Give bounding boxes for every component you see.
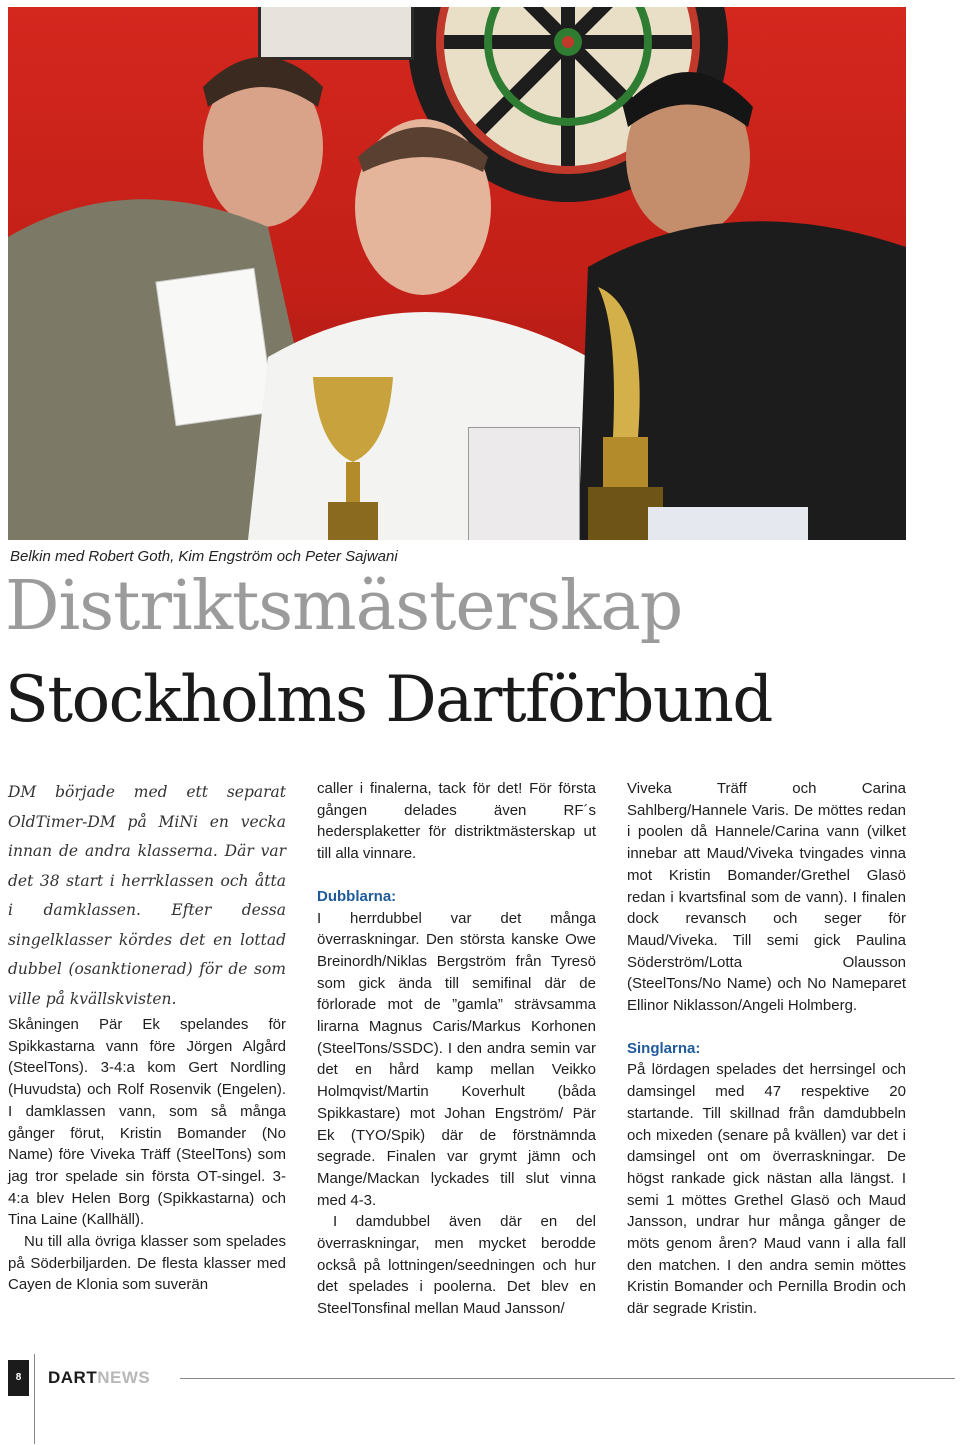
subheading-singlarna: Singlarna:: [627, 1039, 701, 1057]
title-line-1: Distriktsmästerskap: [5, 567, 683, 646]
paragraph: I damdubbel även där en del överraskningar, men mycket berodde också på lottningen/seedningen och hur det spelades i poolerna. Det blev en SteelTonsfinal mellan Maud Jansson/: [317, 1213, 596, 1318]
trophy-right-icon: [578, 287, 673, 540]
subheading-dubblarna: Dubblarna:: [317, 887, 397, 905]
paragraph: I herrdubbel var det många överraskningar. Den största kanske Owe Breinordh/Niklas Bergström från Tyresö som gick ända till semifinal där de förlorade mot de ”gamla” strävsamma lirarna Magnus Caris/Markus Korhonen (SteelTons/SSDC). I den andra semin var det en hård kamp mellan Veikko Holmqvist/Martin Koverhult (båda Spikkastare) mot Johan Engström/ Pär Ek (TYO/Spik) där de förstnämnda segrade. Finalen var grymt jämn och Mange/Mackan lyckades till slut vinna med 4-3.: [317, 909, 596, 1209]
article-photo: [8, 7, 906, 540]
footer-rule: [180, 1378, 955, 1379]
title-line-2: Stockholms Dartförbund: [5, 663, 772, 737]
column-3: [627, 778, 906, 1320]
column-1: [8, 778, 286, 1296]
brand-logo: [48, 1368, 150, 1388]
trophy-left-icon: [308, 367, 398, 540]
paragraph: På lördagen spelades det herrsingel och damsingel med 47 respektive 20 startande. Till skillnad från damdubbeln och mixeden (senare på kvällen) var det i damsingel ont om överraskningar. De högst rankade gick nästan alla längst. I semi 1 möttes Grethel Glasö och Maud Jansson, undrar hur många gånger de möts genom åren? Maud vann i alla fall den matchen. I den andra semin möttes Kristin Bomander och Pernilla Brodin och där segrade Kristin.: [627, 1061, 906, 1318]
brand-dart: DART: [48, 1368, 98, 1387]
column-2: [317, 778, 596, 1320]
photo-caption: Belkin med Robert Goth, Kim Engström och Peter Sajwani: [10, 548, 398, 565]
paragraph: Skåningen Pär Ek spelandes för Spikkastarna vann före Jörgen Algård (SteelTons). 3-4:a kom Gert Nordling (Huvudsta) och Rolf Rosenvik (Engelen). I damklassen vann, som så många gånger förut, Kristin Bomander (No Name) före Viveka Träff (SteelTons) som jag tror spelade sin första OT-singel. 3-4:a blev Helen Borg (Spikkastarna) och Tina Laine (Kallhäll).: [8, 1016, 286, 1229]
paragraph: Viveka Träff och Carina Sahlberg/Hannele Varis. De möttes redan i poolen då Hannele/Carina vann (vilket innebar att Maud/Viveka tvingades vinna mot Kristin Bomander/Grethel Glasö redan i kvartsfinal som de vann). I finalen dock revansch och seger för Maud/Viveka. Till semi gick Paulina Söderström/Lotta Olausson (SteelTons/No Name) och No Nameparet Ellinor Niklasson/Angeli Holmberg.: [627, 780, 906, 1015]
paragraph: caller i finalerna, tack för det! För första gången delades även RF´s hedersplaketter för distriktmästerskap ut till alla vinnare.: [317, 780, 596, 863]
paragraph: Nu till alla övriga klasser som spelades på Söderbiljarden. De flesta klasser med Cayen de Klonia som suverän: [8, 1233, 286, 1294]
footer-divider: [34, 1354, 35, 1444]
trophy-box: [468, 427, 580, 540]
brand-news: NEWS: [97, 1368, 151, 1387]
award-box: [648, 507, 808, 540]
page-number: 8: [8, 1360, 29, 1396]
ingress: DM började med ett separat OldTimer-DM på MiNi en vecka innan de andra klasserna. Där var det 38 start i herrklassen och åtta i damklassen. Efter dessa singelklasser kördes det en lottad dubbel (osanktionerad) för de som ville på kvällskvisten.: [8, 783, 286, 1008]
